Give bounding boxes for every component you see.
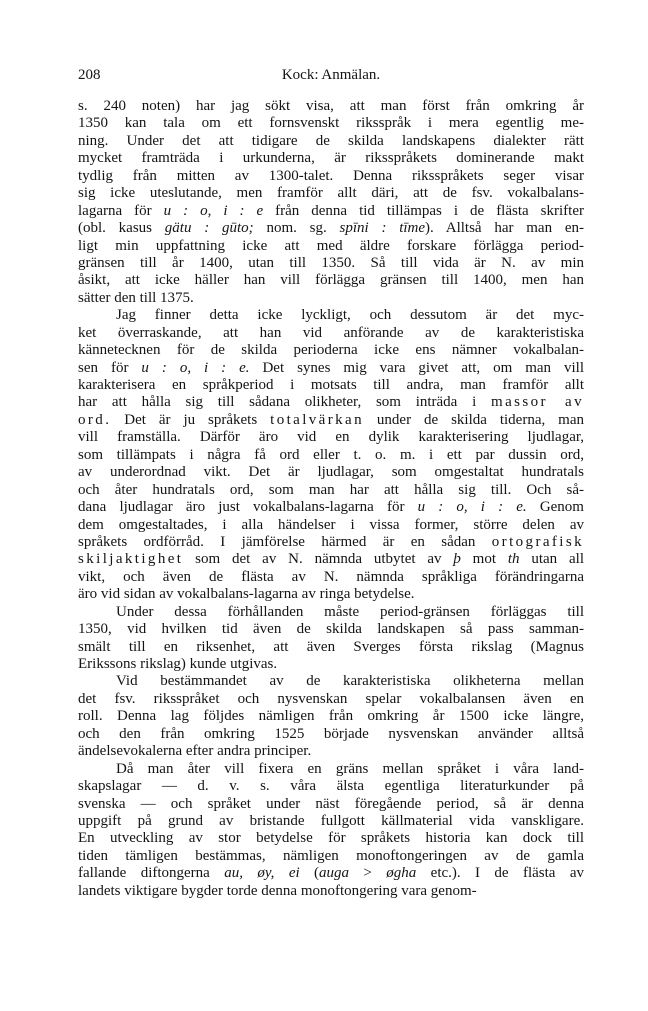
text-run: > xyxy=(349,865,387,882)
text-run: 1350 kan tala om ett fornsvenskt riksspråk i mera egentlig me- xyxy=(78,115,584,132)
text-run: skapslagar — d. v. s. våra älsta egentliga literaturkunder på xyxy=(78,778,584,795)
text-run: En utveckling av stor betydelse för språkets historia kan dock till xyxy=(78,830,584,847)
text-run: vill framställa. Därför äro vid en dylik karakterisering ljudlagar, xyxy=(78,429,584,446)
text-run: 1350, vid hvilken tid även de skilda landskapen så pass samman- xyxy=(78,621,584,638)
text-line xyxy=(78,307,584,324)
text-run: ändelsevokalerna efter andra principer. xyxy=(78,743,312,760)
text-run: sen för xyxy=(78,359,142,376)
spaced-emphasis: totalvärkan xyxy=(270,411,364,428)
text-run: och åter hundratals ord, som man har att hålla sig till. Och så- xyxy=(78,481,584,498)
text-run: nom. sg. xyxy=(253,220,340,237)
text-run: kännetecknen för de skilda perioderna icke ens nämner vokalbalan- xyxy=(78,342,584,359)
text-run: åsikt, att icke häller han vill förlägga gränsen till 1400, men han xyxy=(78,272,584,289)
text-line xyxy=(78,238,584,255)
italic-term: au, øy, ei xyxy=(224,865,300,882)
text-line xyxy=(78,517,584,534)
spaced-emphasis: skiljaktighet xyxy=(78,551,184,568)
text-line xyxy=(78,412,584,429)
text-run: tiden tämligen bestämmas, nämligen monoftongeringen av de gamla xyxy=(78,847,584,864)
text-run: sig icke uteslutande, men framför allt däri, att de fsv. vokalbalans- xyxy=(78,185,584,202)
text-run: tydlig från mitten av 1300-talet. Denna riksspråkets seger visar xyxy=(78,167,584,184)
italic-term: u : o, i : e. xyxy=(141,359,250,376)
text-line xyxy=(78,691,584,708)
body-text xyxy=(78,98,584,900)
text-line xyxy=(78,534,584,551)
text-run: det fsv. riksspråket och nysvenskan spelar vokalbalansen även en xyxy=(78,690,584,707)
text-run: Under dessa förhållanden måste period-gränsen förläggas till xyxy=(116,603,584,620)
text-line xyxy=(78,203,584,220)
text-line xyxy=(78,133,584,150)
text-line xyxy=(78,168,584,185)
text-line xyxy=(78,604,584,621)
text-line xyxy=(78,98,584,115)
text-line xyxy=(78,447,584,464)
text-line xyxy=(78,639,584,656)
text-line xyxy=(78,865,584,882)
text-run: vikt, och även de flästa av N. nämnda språkliga förändringarna xyxy=(78,568,584,585)
text-run: gränsen till år 1400, utan till 1350. Så till vida är N. av min xyxy=(78,254,584,271)
text-run: Då man åter vill fixera en gräns mellan språket i våra land- xyxy=(116,760,584,777)
text-run: Erikssons rikslag) kunde utgivas. xyxy=(78,656,278,672)
text-run: sätter den till 1375. xyxy=(78,289,194,306)
text-line xyxy=(78,726,584,743)
text-line xyxy=(78,290,584,307)
text-run: Det synes mig vara givet att, om man vill xyxy=(249,359,584,376)
text-run: lagarna för xyxy=(78,202,164,219)
text-run: Genom xyxy=(526,499,584,516)
text-line xyxy=(78,499,584,516)
text-line xyxy=(78,150,584,167)
italic-term: auga xyxy=(319,865,350,882)
text-line xyxy=(78,796,584,813)
text-run: etc.). I de flästa av xyxy=(416,865,584,882)
text-run: fallande diftongerna xyxy=(78,865,225,882)
text-run: ligt min uppfattning icke att med äldre forskare förlägga period- xyxy=(78,237,584,254)
text-line xyxy=(78,830,584,847)
italic-term: th xyxy=(507,551,520,568)
text-line xyxy=(78,743,584,760)
text-run: dem omgestaltades, i alla händelser i vissa former, större delen av xyxy=(78,516,584,533)
text-run: och den från omkring 1525 började nysvenskan använder alltså xyxy=(78,725,584,742)
text-line xyxy=(78,325,584,342)
spaced-emphasis: ortografisk xyxy=(491,533,584,550)
text-line xyxy=(78,394,584,411)
italic-term: gätu : gūto; xyxy=(164,220,254,237)
text-line xyxy=(78,185,584,202)
italic-term: øgha xyxy=(386,865,417,882)
text-line xyxy=(78,429,584,446)
text-run: från denna tid tillämpas i de flästa skrifter xyxy=(263,202,584,219)
text-run: som tillämpats i några få ord eller t. o. m. i ett par dussin ord, xyxy=(78,446,584,463)
running-title: Kock: Anmälan. xyxy=(281,67,381,83)
text-line xyxy=(78,255,584,272)
text-run: Vid bestämmandet av de karakteristiska olikheterna mellan xyxy=(116,673,584,690)
text-run: ( xyxy=(299,865,320,882)
text-run: karakterisera en språkperiod i motsats till andra, man framför allt xyxy=(78,377,584,393)
text-run: under de skilda tiderna, man xyxy=(364,411,584,428)
text-run: har att hålla sig till sådana olikheter, som inträda i xyxy=(78,394,491,411)
text-line xyxy=(78,464,584,481)
spaced-emphasis: ord. xyxy=(78,411,112,428)
text-line xyxy=(78,848,584,865)
text-line xyxy=(78,813,584,830)
text-run: svenska — och språket under näst föregående period, så är denna xyxy=(78,795,584,812)
italic-term: u : o, i : e xyxy=(163,202,264,219)
text-line xyxy=(78,342,584,359)
text-line xyxy=(78,883,584,900)
text-line xyxy=(78,569,584,586)
text-run: språkets ordförråd. I jämförelse härmed är en sådan xyxy=(78,533,492,550)
text-run: (obl. kasus xyxy=(78,220,165,237)
text-run: utan all xyxy=(519,551,585,568)
page-number: 208 xyxy=(78,67,101,83)
text-run: äro vid sidan av vokalbalans-lagarna av ringa betydelse. xyxy=(78,586,415,603)
text-run: ning. Under det att tidigare de skilda landskapens dialekter rätt xyxy=(78,132,584,149)
text-run: ). Alltså har man en- xyxy=(425,220,585,237)
text-run: dana ljudlagar äro just vokalbalans-lagarna för xyxy=(78,499,418,516)
italic-term: spīni : tīme xyxy=(339,220,426,237)
text-run: ket överraskande, att han vid anförande av de karakteristiska xyxy=(78,324,584,341)
text-run: s. 240 noten) har jag sökt visa, att man först från omkring år xyxy=(78,98,584,114)
text-run: mycket framträda i urkunderna, är riksspråkets dominerande makt xyxy=(78,150,584,167)
text-line xyxy=(78,673,584,690)
text-line xyxy=(78,360,584,377)
page-header xyxy=(78,64,584,86)
text-run: uppgift på grund av bristande fullgott källmaterial vida vanskligare. xyxy=(78,812,584,829)
text-line xyxy=(78,272,584,289)
text-line xyxy=(78,115,584,132)
text-run: Jag finner detta icke lyckligt, och dessutom är det myc- xyxy=(116,307,584,324)
text-run: som det av N. nämnda utbytet av xyxy=(183,551,454,568)
text-line xyxy=(78,482,584,499)
text-line xyxy=(78,586,584,603)
text-run: roll. Denna lag följdes nämligen från omkring år 1500 icke längre, xyxy=(78,708,584,725)
text-run: mot xyxy=(460,551,508,568)
italic-term: þ xyxy=(453,551,461,568)
text-run: av underordnad vikt. Det är ljudlagar, som omgestaltat hundratals xyxy=(78,464,584,481)
italic-term: u : o, i : e. xyxy=(417,499,527,516)
text-line xyxy=(78,377,584,394)
spaced-emphasis: massor av xyxy=(491,394,584,411)
text-run: Det är ju språkets xyxy=(111,411,271,428)
text-run: landets viktigare bygder torde denna monoftongering vara genom- xyxy=(78,882,477,899)
text-line xyxy=(78,656,584,673)
text-line xyxy=(78,220,584,237)
text-line xyxy=(78,761,584,778)
text-line xyxy=(78,621,584,638)
text-line xyxy=(78,778,584,795)
text-line xyxy=(78,708,584,725)
text-run: smält till en riksenhet, att även Sverges första rikslag (Magnus xyxy=(78,638,584,655)
text-line xyxy=(78,551,584,568)
